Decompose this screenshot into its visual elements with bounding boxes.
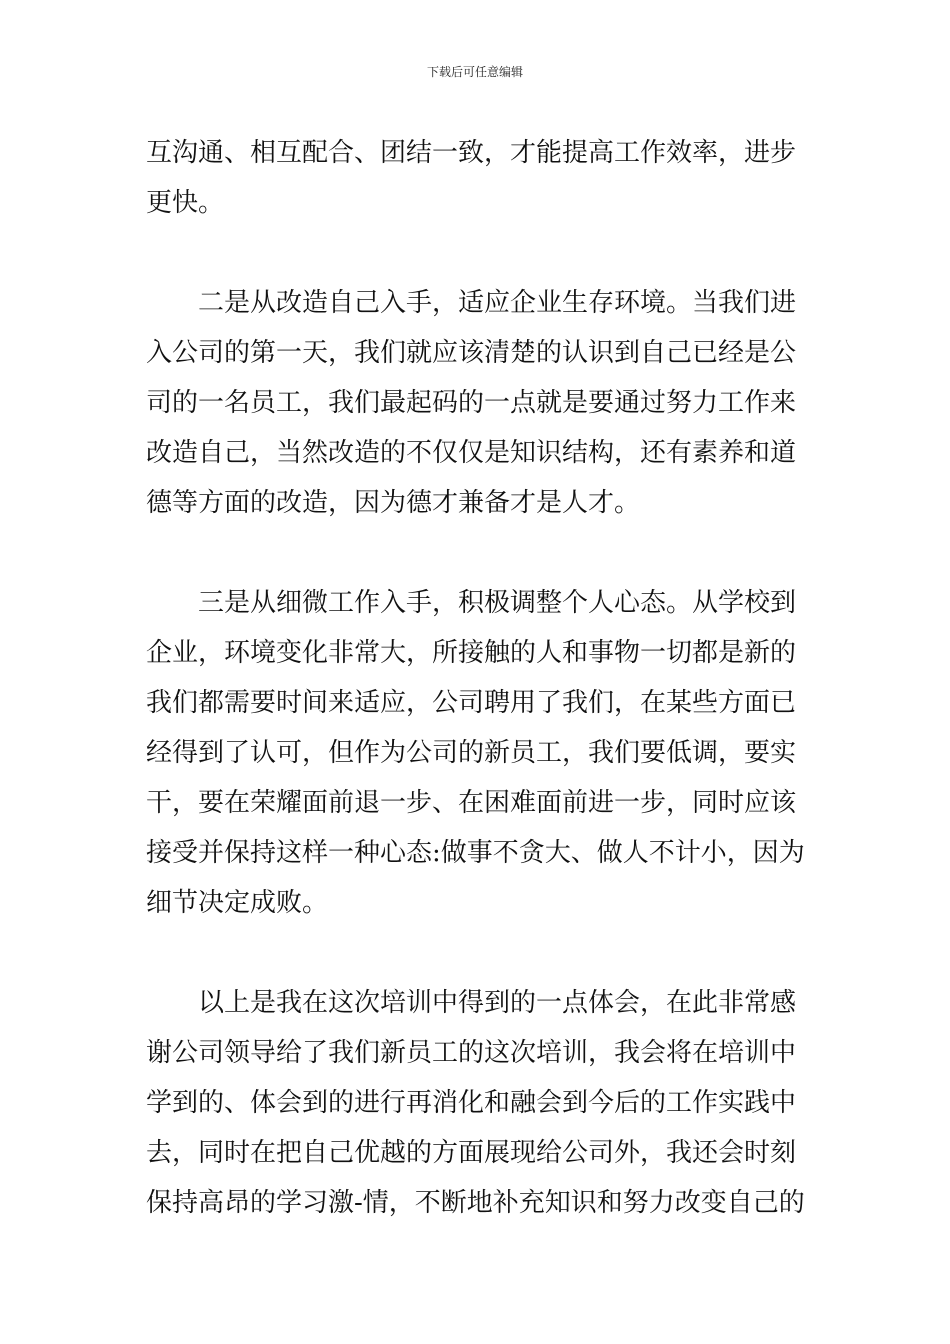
text-line: 司的一名员工，我们最起码的一点就是要通过努力工作来	[146, 388, 797, 418]
text-line: 谢公司领导给了我们新员工的这次培训，我会将在培训中	[146, 1038, 797, 1068]
text-line: 以上是我在这次培训中得到的一点体会，在此非常感	[198, 988, 797, 1018]
text-line: 三是从细微工作入手，积极调整个人心态。从学校到	[198, 588, 797, 618]
text-line: 更快。	[146, 188, 225, 218]
text-line: 企业，环境变化非常大，所接触的人和事物一切都是新的	[146, 638, 797, 668]
page-header: 下载后可任意编辑	[426, 65, 523, 79]
text-line: 改造自己，当然改造的不仅仅是知识结构，还有素养和道	[146, 438, 797, 468]
text-line: 互沟通、相互配合、团结一致，才能提高工作效率，进步	[146, 138, 797, 168]
paragraph-4	[146, 978, 808, 1228]
text-line: 接受并保持这样一种心态:做事不贪大、做人不计小，因为	[146, 838, 805, 868]
text-line: 细节决定成败。	[146, 888, 329, 918]
text-line: 德等方面的改造，因为德才兼备才是人才。	[146, 488, 641, 518]
paragraph-1	[146, 128, 808, 228]
paragraph-spacer	[146, 228, 808, 278]
text-line: 入公司的第一天，我们就应该清楚的认识到自己已经是公	[146, 338, 797, 368]
text-line: 经得到了认可，但作为公司的新员工，我们要低调，要实	[146, 738, 797, 768]
text-line: 保持高昂的学习激-情，不断地补充知识和努力改变自己的	[146, 1188, 805, 1218]
text-line: 去，同时在把自己优越的方面展现给公司外，我还会时刻	[146, 1138, 797, 1168]
paragraph-3	[146, 578, 808, 928]
paragraph-spacer	[146, 528, 808, 578]
text-line: 二是从改造自己入手，适应企业生存环境。当我们进	[198, 288, 797, 318]
text-line: 学到的、体会到的进行再消化和融会到今后的工作实践中	[146, 1088, 797, 1118]
paragraph-spacer	[146, 928, 808, 978]
text-line: 干，要在荣耀面前退一步、在困难面前进一步，同时应该	[146, 788, 797, 818]
document-body	[146, 128, 808, 1228]
paragraph-2	[146, 278, 808, 528]
text-line: 我们都需要时间来适应，公司聘用了我们，在某些方面已	[146, 688, 797, 718]
